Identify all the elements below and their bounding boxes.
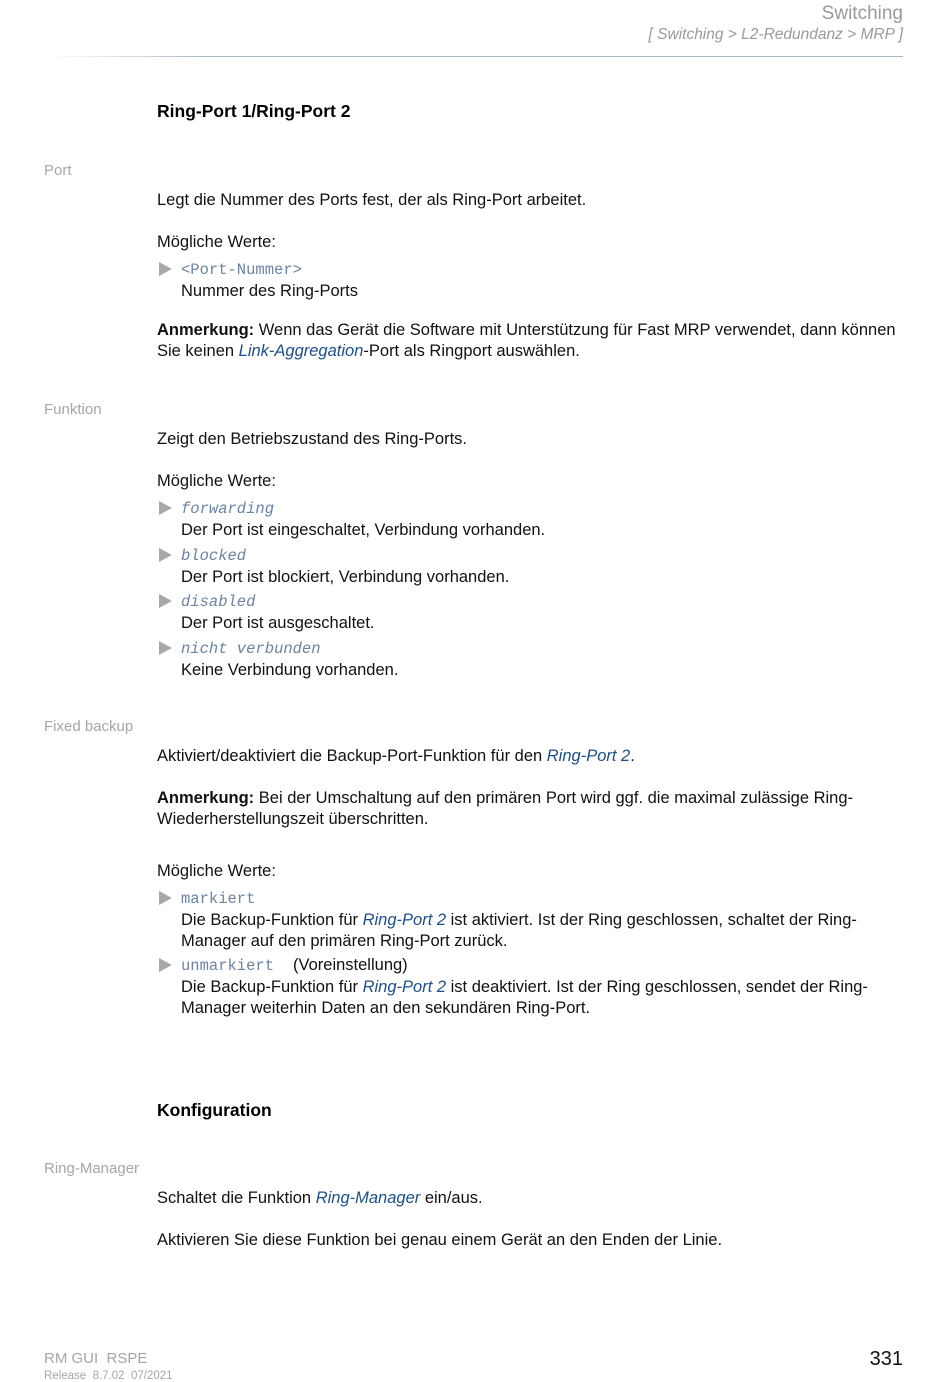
value-item-nicht-verbunden bbox=[157, 638, 902, 681]
values-label-port: Mögliche Werte: bbox=[157, 233, 276, 251]
section-heading-ring-port: Ring-Port 1/Ring-Port 2 bbox=[157, 101, 351, 121]
param-desc-port: Legt die Nummer des Ports fest, der als Ring-Port arbeitet. bbox=[157, 191, 587, 209]
footer-doc-name: RM GUI RSPE bbox=[44, 1350, 148, 1367]
value-item-port-number bbox=[157, 259, 902, 302]
ring-port-2-link[interactable]: Ring-Port 2 bbox=[362, 978, 447, 996]
value-desc: Keine Verbindung vorhanden. bbox=[181, 661, 399, 679]
value-desc-text: Die Backup-Funktion für bbox=[181, 978, 363, 996]
param-label-fixed-backup: Fixed backup bbox=[44, 718, 134, 735]
desc-text: Aktiviert/deaktiviert die Backup-Port-Funktion für den bbox=[157, 747, 547, 765]
value-item-markiert bbox=[157, 888, 902, 952]
bullet-triangle-icon bbox=[159, 548, 172, 562]
note-text: Bei der Umschaltung auf den primären Port wird ggf. die maximal zulässige Ring-Wiederherstellungszeit überschritten. bbox=[157, 789, 854, 828]
value-desc: Der Port ist eingeschaltet, Verbindung vorhanden. bbox=[181, 521, 546, 539]
bullet-triangle-icon bbox=[159, 891, 172, 905]
param-label-funktion: Funktion bbox=[44, 401, 102, 418]
param-label-ring-manager: Ring-Manager bbox=[44, 1160, 140, 1177]
ring-manager-link[interactable]: Ring-Manager bbox=[315, 1189, 421, 1207]
note-text: Wenn das Gerät die Software mit Unterstützung für Fast MRP verwendet, dann können Sie keinen bbox=[157, 321, 896, 360]
default-marker: (Voreinstellung) bbox=[293, 956, 408, 974]
value-desc-text-end: ist deaktiviert. Ist der Ring geschlossen, sendet der Ring-Manager weiterhin Daten an den sekundären Ring-Port. bbox=[181, 978, 868, 1017]
desc-text-end: . bbox=[630, 747, 635, 765]
desc-text-end: ein/aus. bbox=[420, 1189, 483, 1207]
param-label-port: Port bbox=[44, 162, 72, 179]
header-chapter-title: Switching bbox=[821, 3, 903, 24]
note-port bbox=[157, 320, 902, 362]
value-code: <Port-Nummer> bbox=[181, 261, 302, 279]
value-code: blocked bbox=[181, 547, 247, 565]
value-desc bbox=[181, 910, 902, 952]
bullet-triangle-icon bbox=[159, 501, 172, 515]
header-divider bbox=[50, 56, 903, 57]
footer-release: Release 8.7.02 07/2021 bbox=[44, 1370, 173, 1382]
value-item-unmarkiert bbox=[157, 955, 902, 1019]
link-aggregation-link[interactable]: Link-Aggregation bbox=[238, 342, 364, 360]
note-text-end: -Port als Ringport auswählen. bbox=[363, 342, 580, 360]
param-desc-fixed-backup bbox=[157, 746, 635, 767]
values-label-fixed-backup: Mögliche Werte: bbox=[157, 862, 276, 880]
note-fixed-backup bbox=[157, 788, 902, 830]
value-code: nicht verbunden bbox=[181, 640, 321, 658]
value-desc: Der Port ist ausgeschaltet. bbox=[181, 614, 375, 632]
value-item-forwarding bbox=[157, 498, 902, 541]
ring-port-2-link[interactable]: Ring-Port 2 bbox=[546, 747, 631, 765]
value-item-disabled bbox=[157, 591, 902, 634]
ring-port-2-link[interactable]: Ring-Port 2 bbox=[362, 911, 447, 929]
desc-text: Schaltet die Funktion bbox=[157, 1189, 316, 1207]
value-desc: Der Port ist blockiert, Verbindung vorhanden. bbox=[181, 568, 510, 586]
value-desc: Nummer des Ring-Ports bbox=[181, 282, 358, 300]
section-heading-konfiguration: Konfiguration bbox=[157, 1100, 272, 1120]
value-item-blocked bbox=[157, 545, 902, 588]
value-desc bbox=[181, 977, 902, 1019]
note-label: Anmerkung: bbox=[157, 789, 255, 807]
bullet-triangle-icon bbox=[159, 641, 172, 655]
value-code: forwarding bbox=[181, 500, 275, 518]
value-code: disabled bbox=[181, 593, 256, 611]
header-breadcrumb: [ Switching > L2-Redundanz > MRP ] bbox=[648, 26, 903, 43]
value-desc-text-end: ist aktiviert. Ist der Ring geschlossen, schaltet der Ring-Manager auf den primären Ring-Port zurück. bbox=[181, 911, 857, 950]
values-label-funktion: Mögliche Werte: bbox=[157, 472, 276, 490]
param-desc-funktion: Zeigt den Betriebszustand des Ring-Ports. bbox=[157, 430, 467, 448]
bullet-triangle-icon bbox=[159, 262, 172, 276]
param-desc-ring-manager bbox=[157, 1188, 483, 1209]
value-code: unmarkiert bbox=[181, 957, 275, 975]
bullet-triangle-icon bbox=[159, 958, 172, 972]
page-number: 331 bbox=[869, 1348, 903, 1370]
value-code: markiert bbox=[181, 890, 256, 908]
value-desc-text: Die Backup-Funktion für bbox=[181, 911, 363, 929]
param-desc2-ring-manager: Aktivieren Sie diese Funktion bei genau einem Gerät an den Enden der Linie. bbox=[157, 1231, 723, 1249]
bullet-triangle-icon bbox=[159, 594, 172, 608]
note-label: Anmerkung: bbox=[157, 321, 255, 339]
